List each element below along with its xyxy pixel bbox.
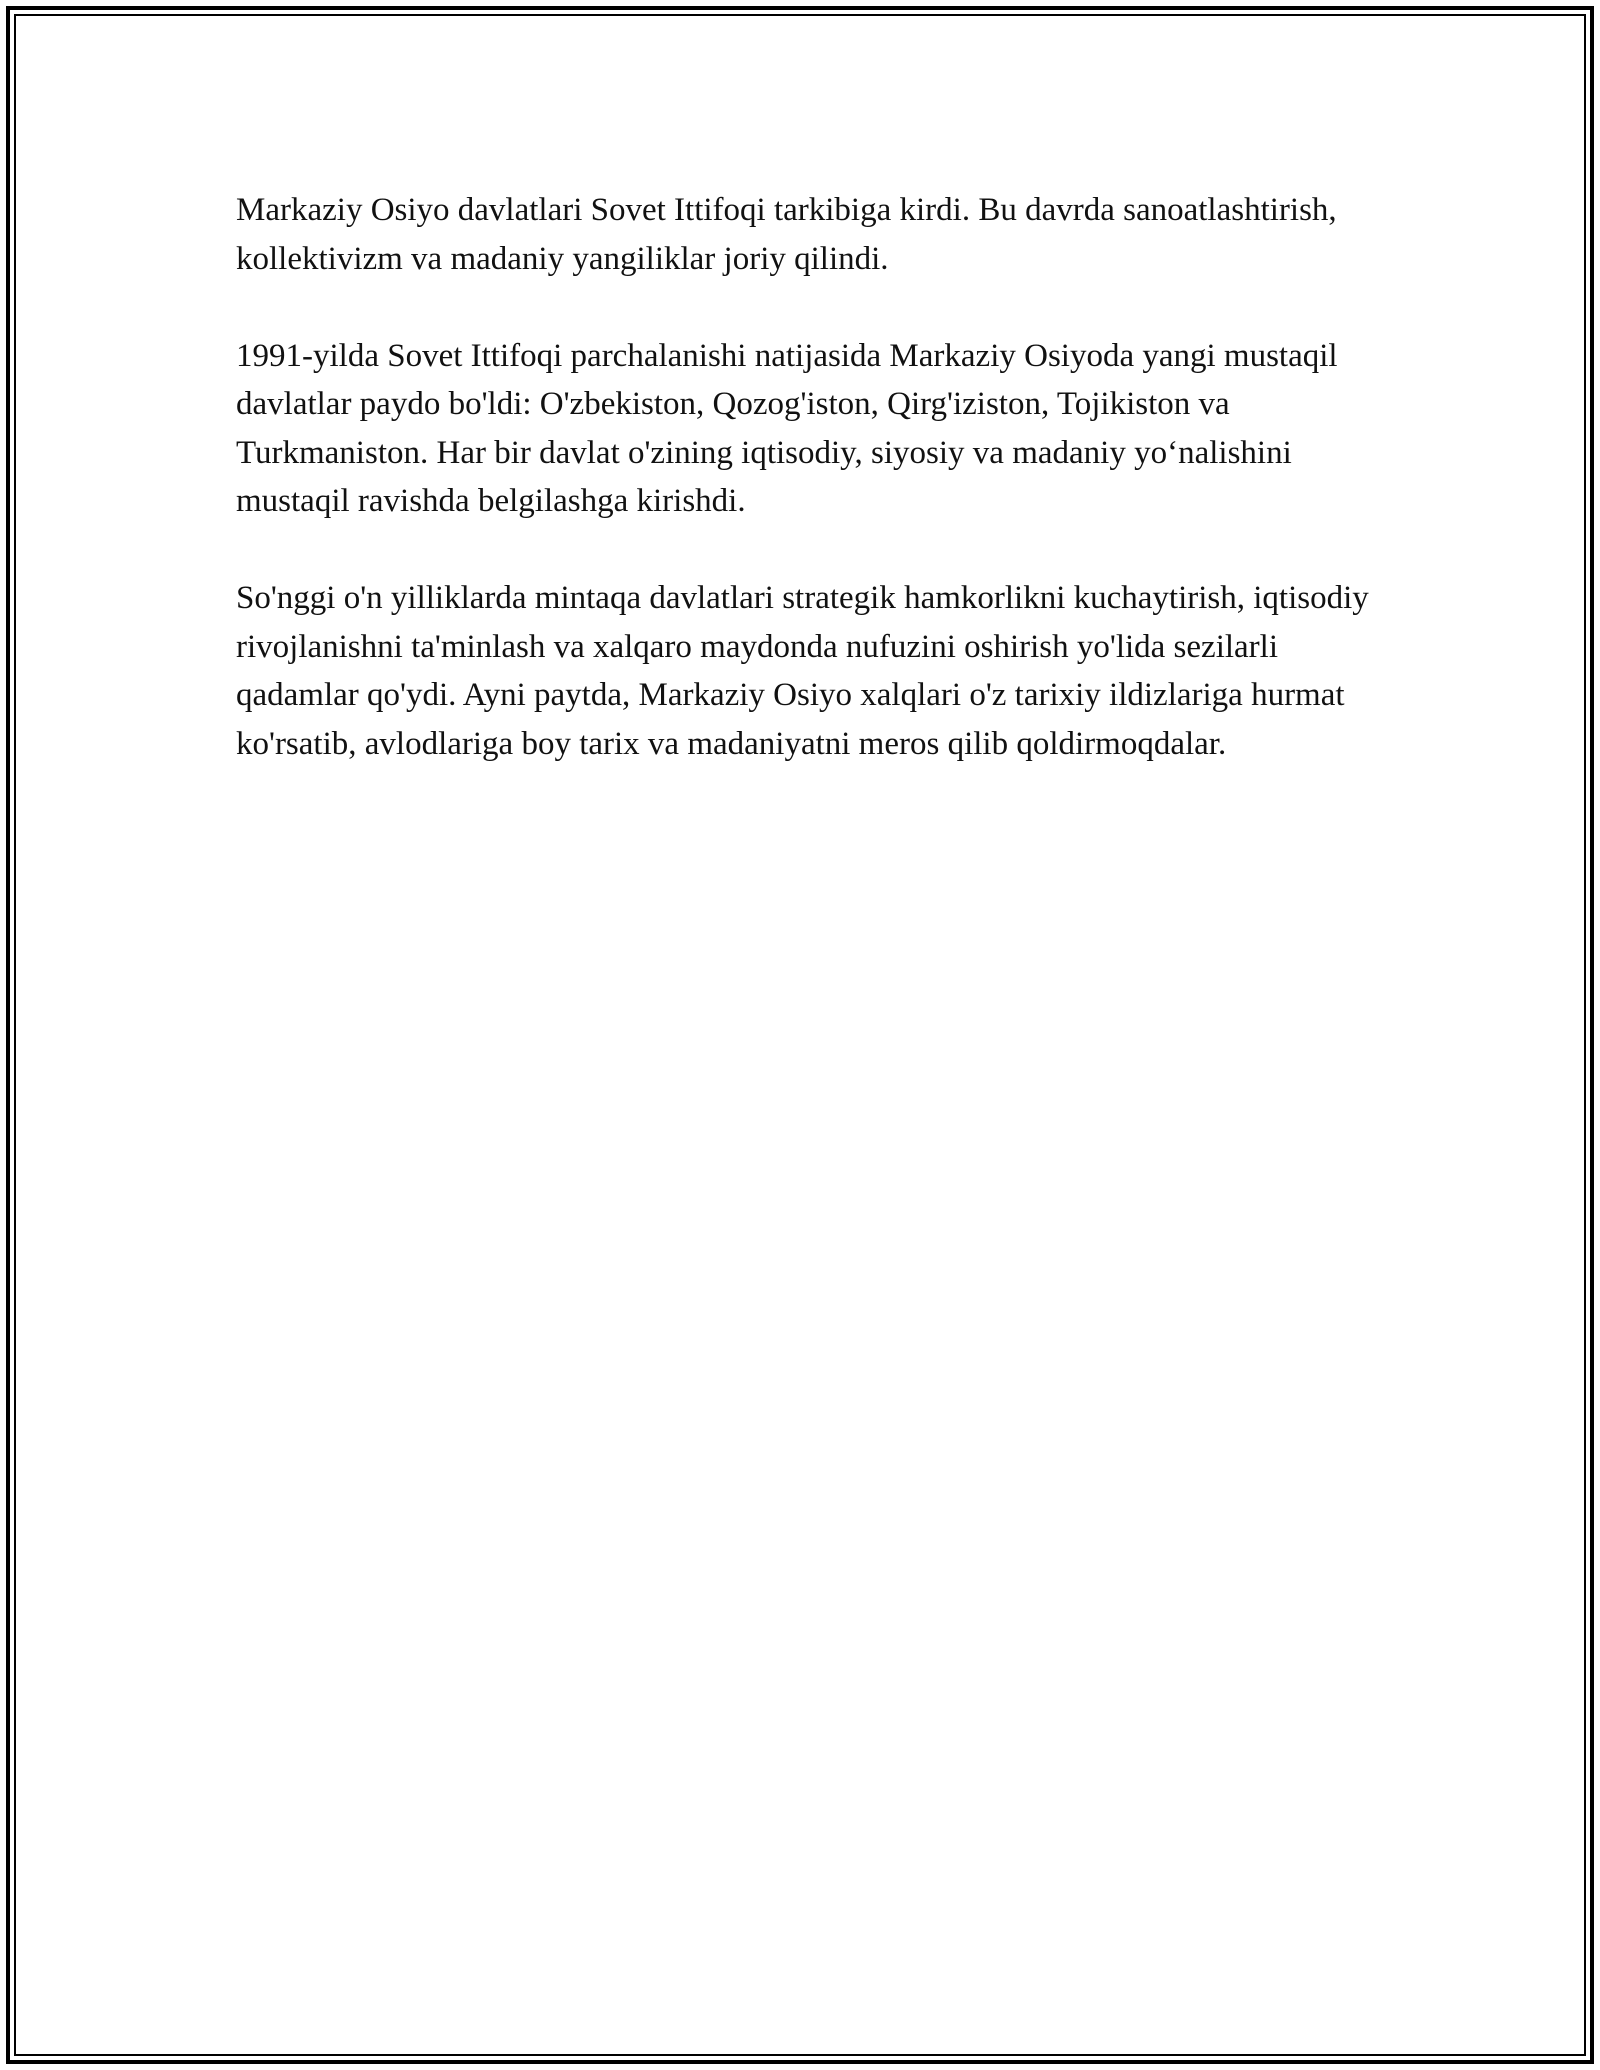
paragraph-independence: 1991-yilda Sovet Ittifoqi parchalanishi natijasida Markaziy Osiyoda yangi mustaqil davlatlar paydo bo'ldi: O'zbekiston, Qozog'iston, Qirg'iziston, Tojikiston va Turkmaniston. Har bir davlat o'zining iqtisodiy, siyosiy va madaniy yo‘nalishini mustaqil ravishda belgilashga kirishdi. xyxy=(236,337,1338,519)
paragraph-soviet-era: Markaziy Osiyo davlatlari Sovet Ittifoqi tarkibiga kirdi. Bu davrda sanoatlashtirish, kollektivizm va madaniy yangiliklar joriy qilindi. xyxy=(236,192,1337,277)
paragraph-recent-decades: So'nggi o'n yilliklarda mintaqa davlatlari strategik hamkorlikni kuchaytirish, iqtisodiy rivojlanishni ta'minlash va xalqaro maydonda nufuzini oshirish yo'lida sezilarli qadamlar qo'ydi. Ayni paytda, Markaziy Osiyo xalqlari o'z tarixiy ildizlariga hurmat ko'rsatib, avlodlariga boy tarix va madaniyatni meros qilib qoldirmoqdalar. xyxy=(236,580,1369,762)
document-body xyxy=(236,186,1396,817)
